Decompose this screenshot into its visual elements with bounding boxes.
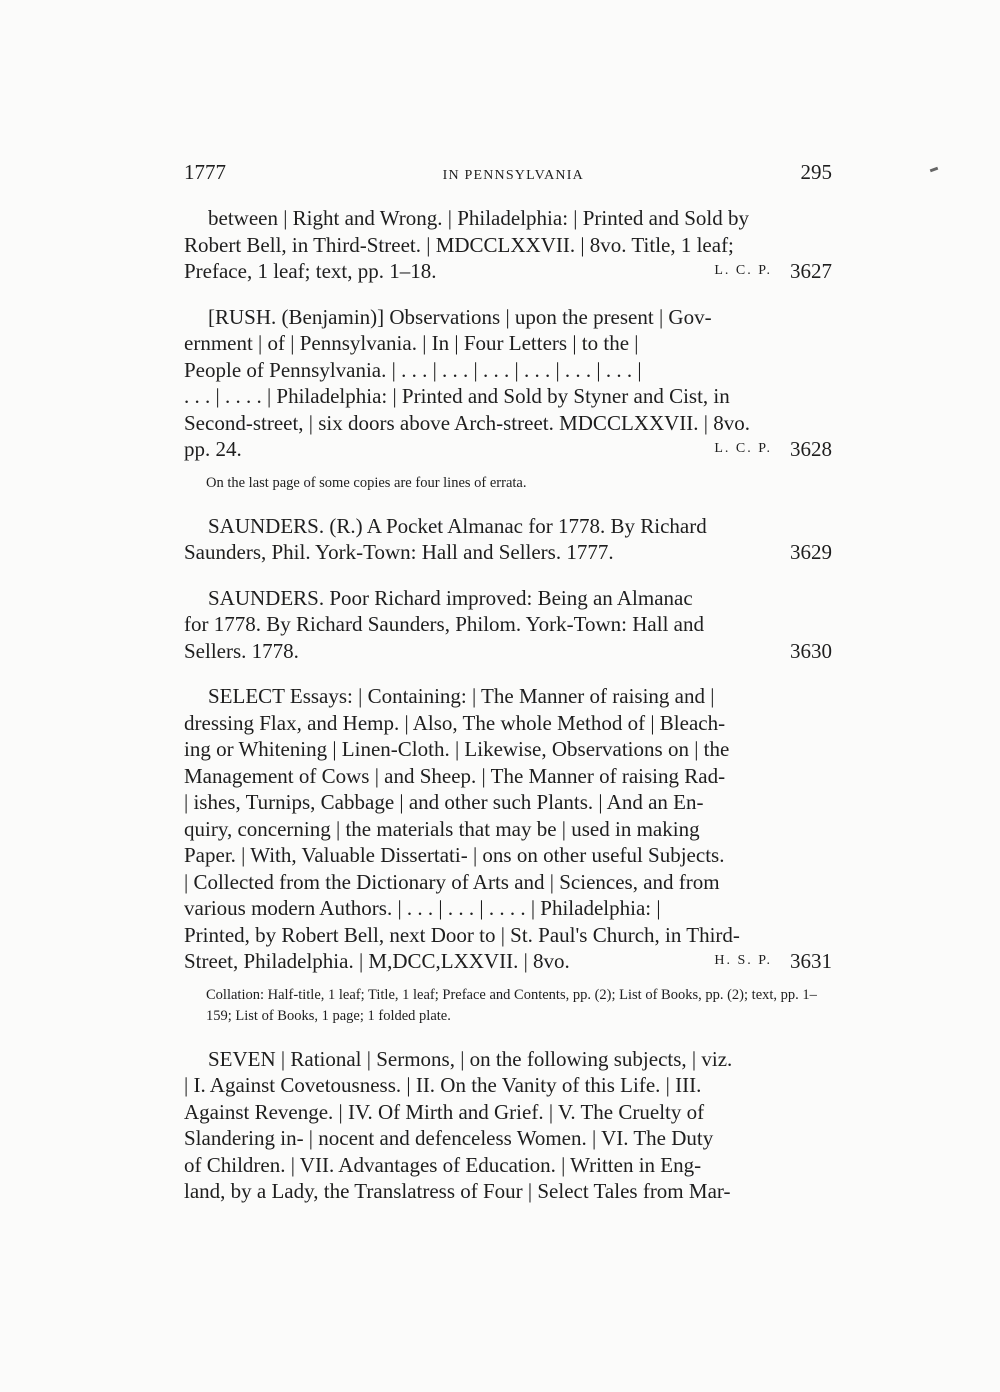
location-code: H. S. P. (714, 953, 772, 968)
entry-seven-sermons (184, 1046, 832, 1205)
entry-line: Saunders, Phil. York-Town: Hall and Sellers. 1777. (184, 540, 614, 564)
entry-tail (184, 539, 832, 566)
header-year: 1777 (184, 160, 226, 184)
entry-3627 (184, 205, 832, 285)
entry-number: 3627 (790, 259, 832, 283)
running-header (184, 160, 832, 185)
entry-line: [RUSH. (Benjamin)] Observations | upon the present | Gov- (208, 304, 712, 329)
entry-line: | ishes, Turnips, Cabbage | and other such Plants. | And an En- (184, 790, 704, 814)
entry-line: Against Revenge. | IV. Of Mirth and Grief. | V. The Cruelty of (184, 1099, 705, 1124)
entry-tail (184, 948, 832, 975)
header-page-number: 295 (800, 160, 832, 184)
entry-note: Collation: Half-title, 1 leaf; Title, 1 leaf; Preface and Contents, pp. (2); List of Books, pp. (2); text, pp. 1–159; List of Books, 1 page; 1 folded plate. (206, 986, 817, 1024)
entry-line: quiry, concerning | the materials that may be | used in making (184, 816, 700, 841)
entry-3628 (184, 304, 832, 463)
entry-line: Management of Cows | and Sheep. | The Manner of raising Rad- (184, 763, 726, 788)
entry-line: between | Right and Wrong. | Philadelphia: | Printed and Sold by (208, 206, 749, 230)
entry-line: of Children. | VII. Advantages of Education. | Written in Eng- (184, 1152, 702, 1177)
entry-line: . . . | . . . . | Philadelphia: | Printed and Sold by Styner and Cist, in (184, 384, 730, 408)
entry-line: for 1778. By Richard Saunders, Philom. York-Town: Hall and (184, 612, 704, 636)
entry-number: 3630 (790, 638, 832, 663)
entry-line: Second-street, | six doors above Arch-street. MDCCLXXVII. | 8vo. (184, 410, 750, 435)
entry-number: 3628 (790, 437, 832, 461)
entry-3629 (184, 513, 832, 566)
entry-line: SAUNDERS. (R.) A Pocket Almanac for 1778. By Richard (208, 513, 707, 538)
entry-line: SEVEN | Rational | Sermons, | on the following subjects, | viz. (208, 1046, 733, 1071)
entry-line: dressing Flax, and Hemp. | Also, The whole Method of | Bleach- (184, 710, 726, 735)
entry-line: ernment | of | Pennsylvania. | In | Four Letters | to the | (184, 331, 639, 355)
location-code: L. C. P. (714, 441, 772, 456)
entry-number: 3631 (790, 949, 832, 973)
entry-tail (184, 436, 832, 463)
entry-tail (184, 638, 832, 665)
entry-line: Preface, 1 leaf; text, pp. 1–18. (184, 259, 437, 283)
header-title: IN PENNSYLVANIA (442, 168, 584, 183)
entry-line: People of Pennsylvania. | . . . | . . . | . . . | . . . | . . . | . . . | (184, 357, 642, 382)
entry-line: ing or Whitening | Linen-Cloth. | Likewise, Observations on | the (184, 737, 730, 761)
page-body (184, 160, 832, 1205)
entry-line: Slandering in- | nocent and defenceless Women. | VI. The Duty (184, 1126, 714, 1150)
entry-line: Paper. | With, Valuable Dissertati- | ons on other useful Subjects. (184, 843, 725, 867)
entry-line: various modern Authors. | . . . | . . . | . . . . | Philadelphia: | (184, 896, 661, 920)
entry-3630 (184, 585, 832, 665)
entry-3631 (184, 683, 832, 975)
location-code: L. C. P. (714, 263, 772, 278)
entry-line: SAUNDERS. Poor Richard improved: Being an Almanac (208, 585, 693, 610)
entry-line: | I. Against Covetousness. | II. On the Vanity of this Life. | III. (184, 1073, 702, 1097)
entry-line: Sellers. 1778. (184, 638, 299, 663)
entry-line: Printed, by Robert Bell, next Door to | St. Paul's Church, in Third- (184, 922, 740, 947)
entry-line: Street, Philadelphia. | M,DCC,LXXVII. | 8vo. (184, 949, 570, 973)
entry-number: 3629 (790, 540, 832, 564)
entry-line: land, by a Lady, the Translatress of Four | Select Tales from Mar- (184, 1179, 731, 1203)
entry-line: SELECT Essays: | Containing: | The Manner of raising and | (208, 684, 715, 708)
entry-line: Robert Bell, in Third-Street. | MDCCLXXVII. | 8vo. Title, 1 leaf; (184, 232, 734, 257)
margin-mark (930, 167, 939, 173)
entry-tail (184, 258, 832, 285)
entry-line: pp. 24. (184, 437, 242, 461)
entry-note: On the last page of some copies are four lines of errata. (206, 474, 527, 491)
entry-line: | Collected from the Dictionary of Arts and | Sciences, and from (184, 869, 720, 894)
